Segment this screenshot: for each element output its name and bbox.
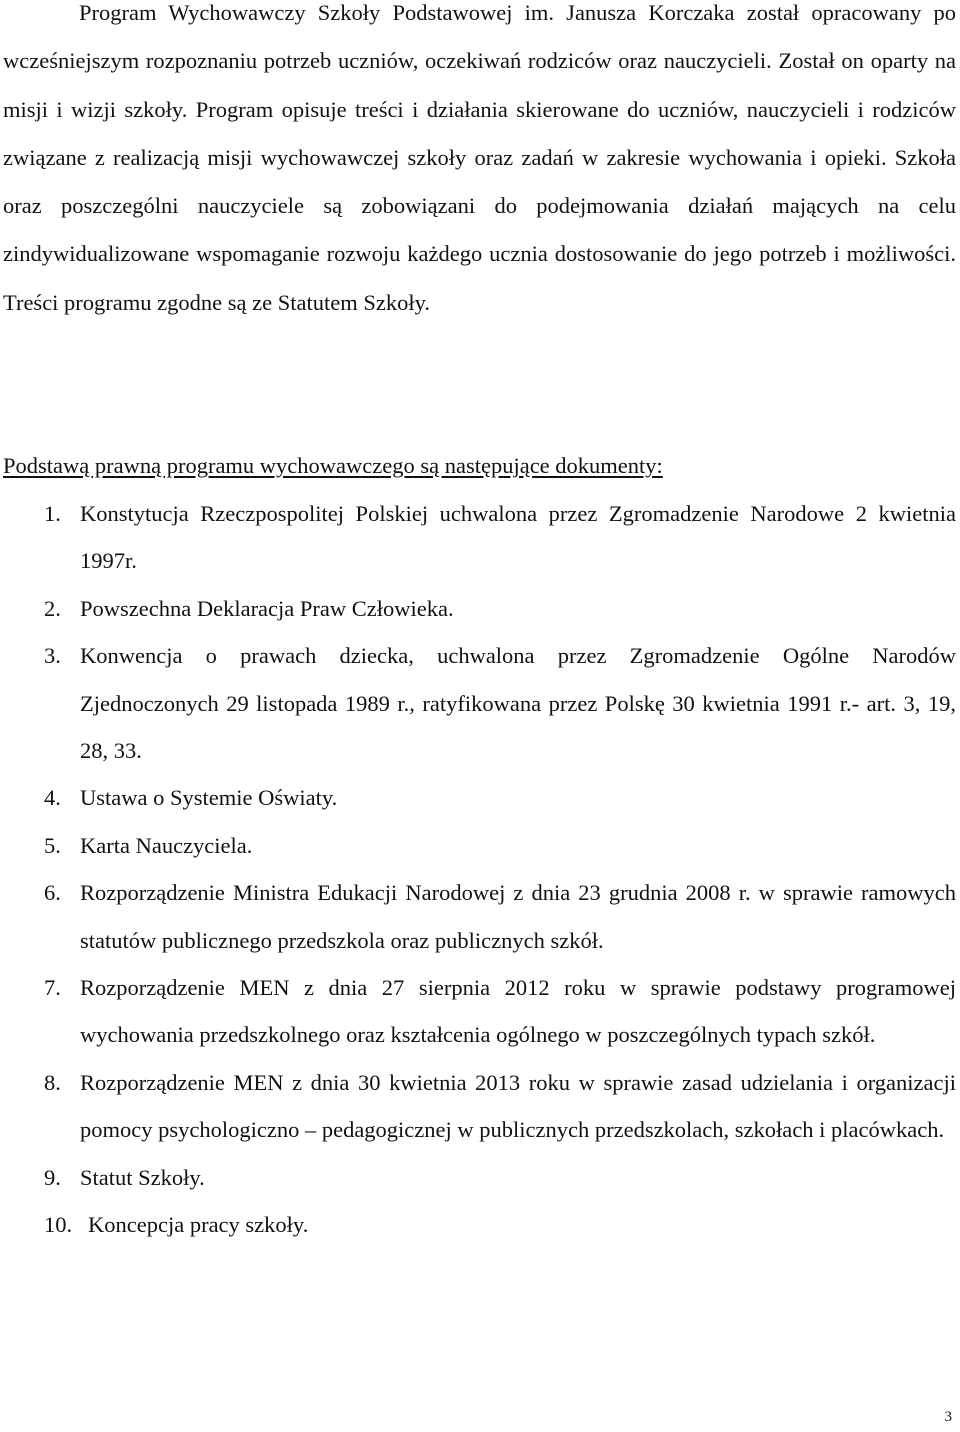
intro-paragraph: Program Wychowawczy Szkoły Podstawowej im. Janusza Korczaka został opracowany po wcześniejszym rozpoznaniu potrzeb uczniów, oczekiwań rodziców oraz nauczycieli. Został on oparty na misji i wizji szkoły. Program opisuje treści i działania skierowane do uczniów, nauczycieli i rodziców związane z realizacją misji wychowawczej szkoły oraz zadań w zakresie wychowania i opieki. Szkoła oraz poszczególni nauczyciele są zobowiązani do podejmowania działań mających na celu zindywidualizowane wspomaganie rozwoju każdego ucznia dostosowanie do jego potrzeb i możliwości. Treści programu zgodne są ze Statutem Szkoły. — [3, 0, 956, 315]
list-item — [0, 774, 956, 821]
list-item-number: 1. — [44, 501, 61, 526]
page-number: 3 — [944, 1409, 952, 1425]
list-item — [0, 490, 956, 585]
list-item-number: 5. — [44, 832, 61, 858]
list-item-number: 3. — [44, 643, 61, 669]
list-item — [0, 964, 956, 1059]
list-item-number: 10. — [44, 1212, 73, 1238]
list-item-number: 6. — [44, 880, 61, 906]
list-item-text: Rozporządzenie MEN z dnia 30 kwietnia 2013 roku w sprawie zasad udzielania i organizacji pomocy psychologiczno – pedagogicznej w publicznych przedszkolach, szkołach i placówkach. — [80, 1069, 956, 1143]
list-item-number: 7. — [44, 975, 61, 1001]
list-item-text: Powszechna Deklaracja Praw Człowieka. — [80, 595, 454, 621]
list-item — [0, 1059, 956, 1154]
list-item — [0, 1201, 956, 1248]
list-item-text: Ustawa o Systemie Oświaty. — [80, 785, 338, 811]
legal-basis-heading: Podstawą prawną programu wychowawczego są następujące dokumenty: — [3, 453, 663, 478]
list-item-number: 8. — [44, 1069, 61, 1095]
list-item-text: Statut Szkoły. — [80, 1164, 205, 1190]
list-item — [0, 869, 956, 964]
list-item-text: Rozporządzenie MEN z dnia 27 sierpnia 2012 roku w sprawie podstawy programowej wychowania przedszkolnego oraz kształcenia ogólnego w poszczególnych typach szkół. — [80, 975, 956, 1048]
list-item-text: Karta Nauczyciela. — [80, 832, 253, 858]
list-item — [0, 822, 956, 869]
list-item — [0, 1154, 956, 1201]
list-item-number: 4. — [44, 785, 61, 811]
list-item — [0, 632, 956, 774]
list-item-text: Rozporządzenie Ministra Edukacji Narodowej z dnia 23 grudnia 2008 r. w sprawie ramowych statutów publicznego przedszkola oraz publicznych szkół. — [80, 880, 956, 953]
list-item-number: 9. — [44, 1164, 61, 1190]
list-item-text: Konwencja o prawach dziecka, uchwalona przez Zgromadzenie Ogólne Narodów Zjednoczonych 29 listopada 1989 r., ratyfikowana przez Polskę 30 kwietnia 1991 r.- art. 3, 19, 28, 33. — [80, 643, 956, 764]
list-item-text: Koncepcja pracy szkoły. — [88, 1212, 309, 1238]
legal-documents-list — [0, 490, 956, 1249]
list-item-text: Konstytucja Rzeczpospolitej Polskiej uchwalona przez Zgromadzenie Narodowe 2 kwietnia 1997r. — [80, 501, 956, 574]
list-item — [0, 585, 956, 632]
list-item-number: 2. — [44, 595, 61, 621]
